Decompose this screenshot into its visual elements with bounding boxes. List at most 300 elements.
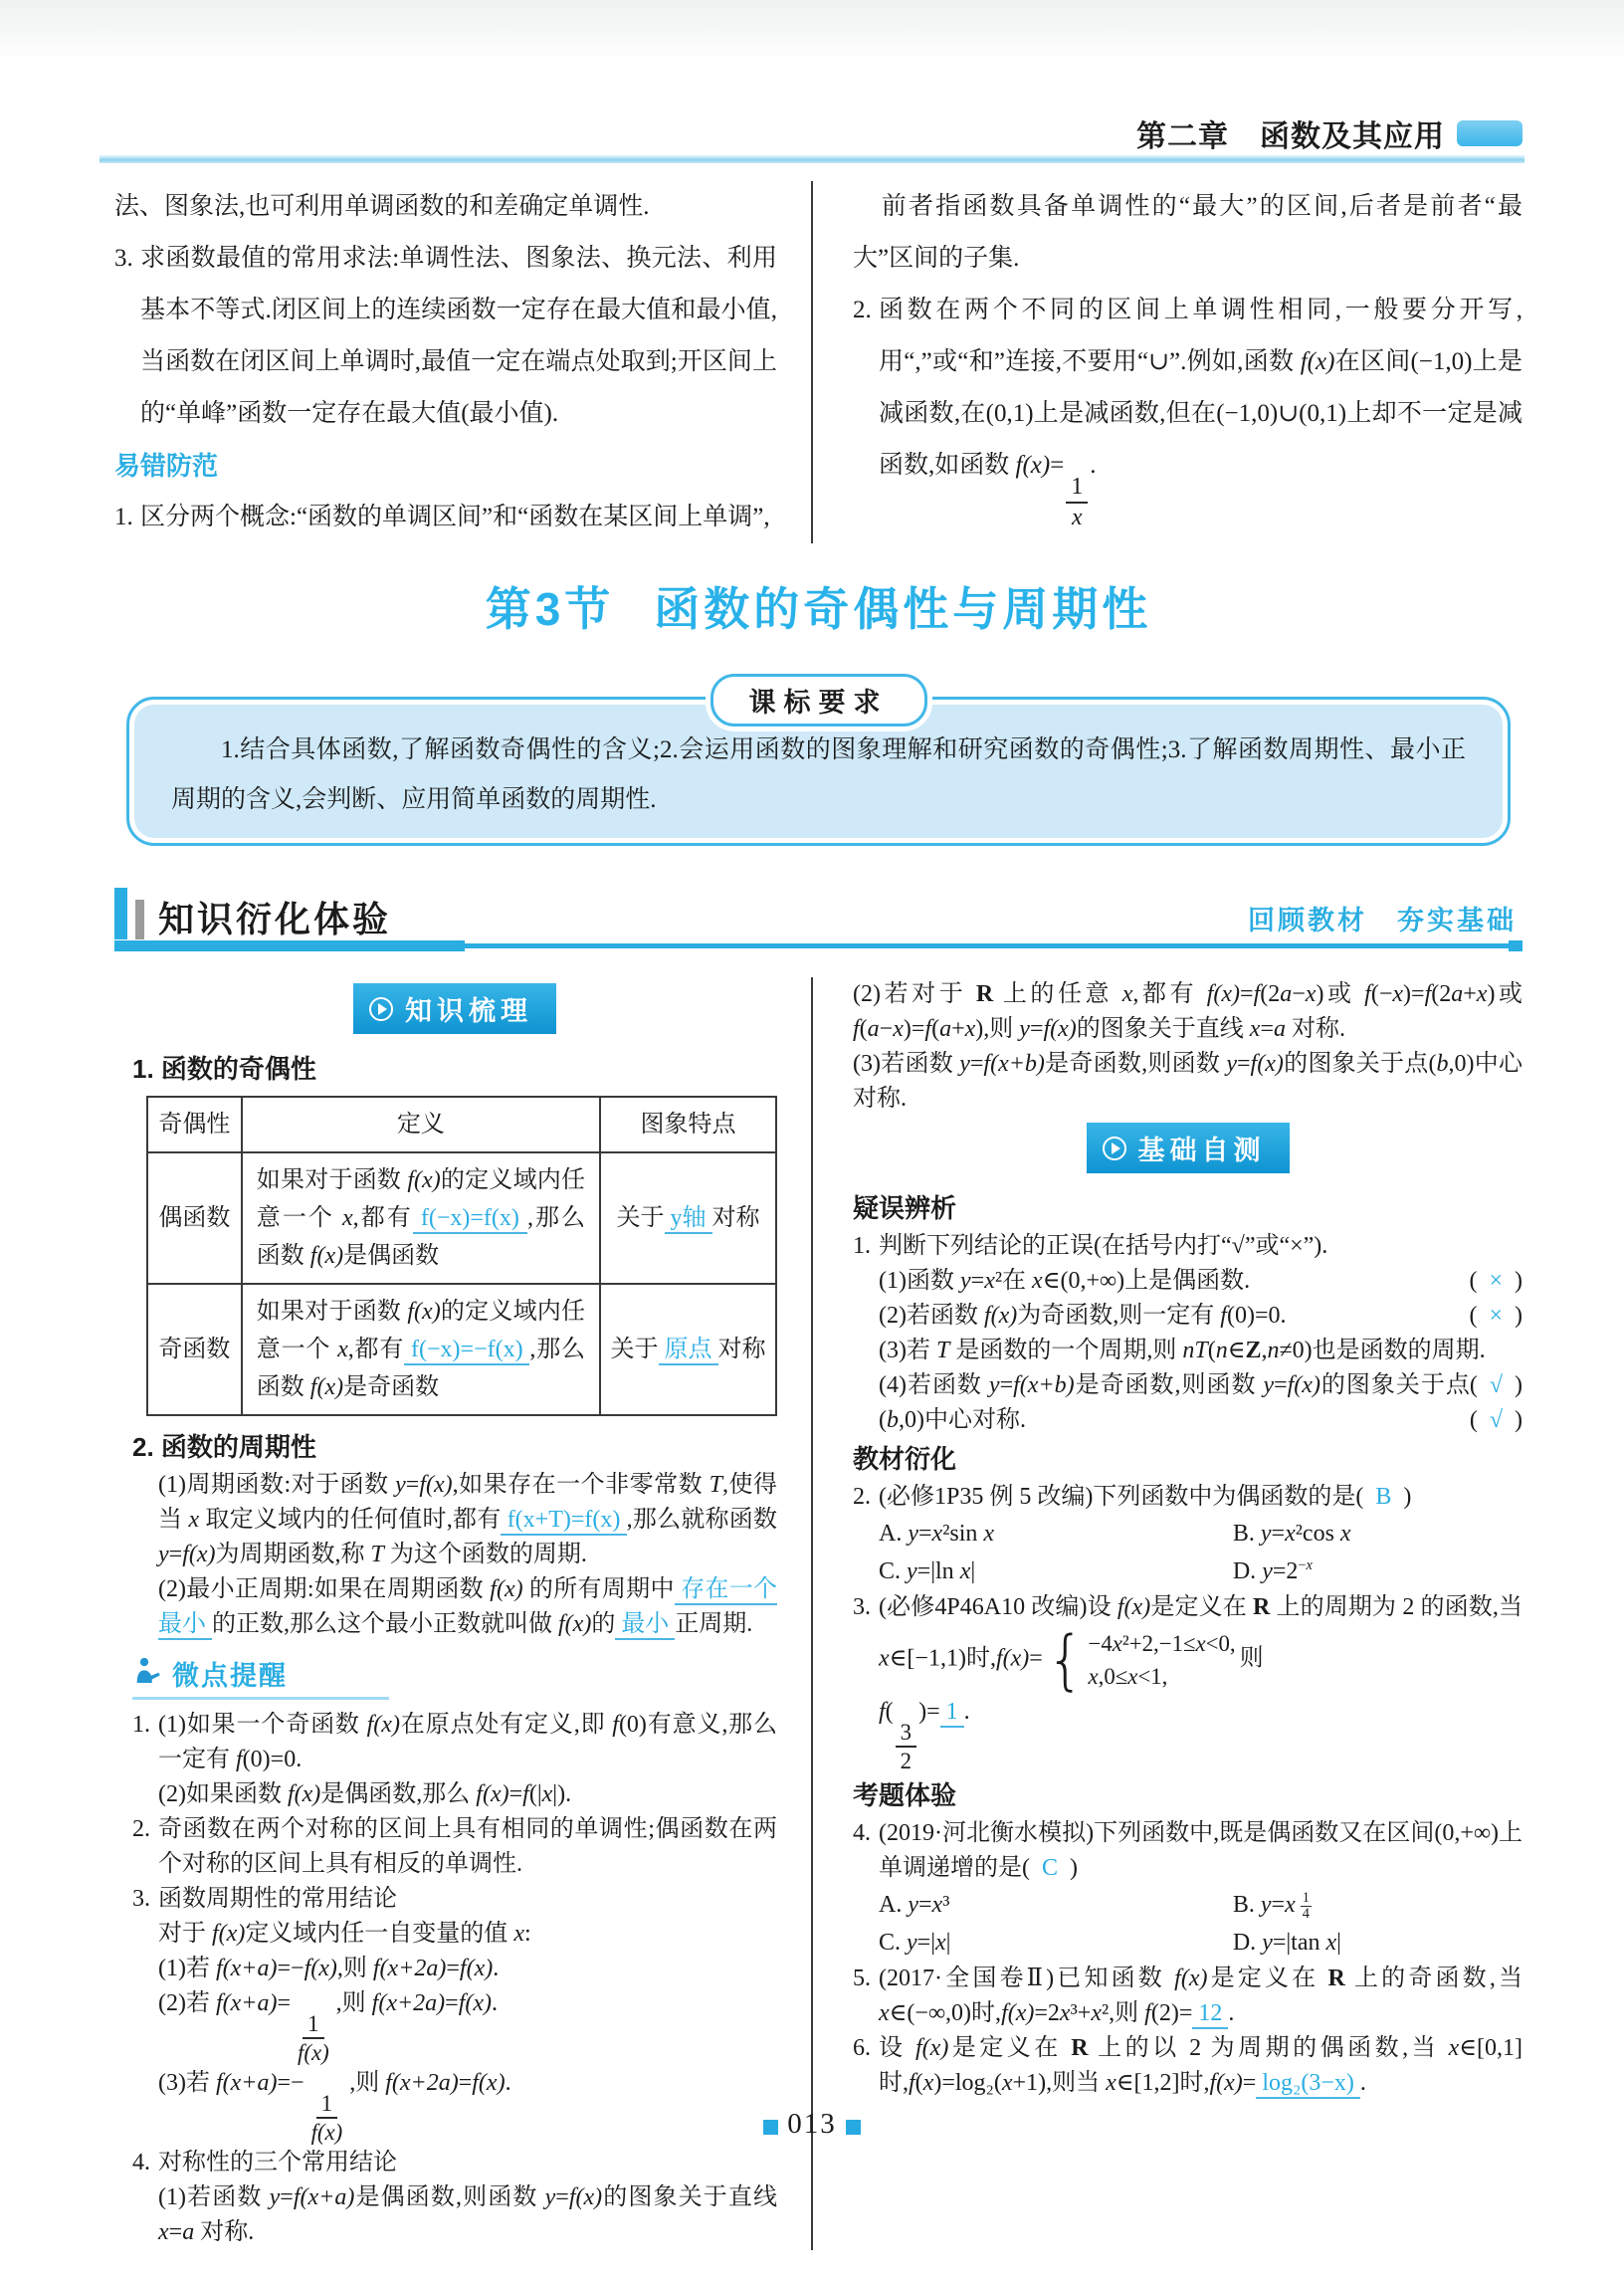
math-expression: f (924, 1016, 932, 1042)
footer-square-left (763, 2120, 778, 2135)
math-expression: f(x) (304, 1956, 337, 1981)
math-expression: f(x) (1174, 1966, 1208, 1992)
math-expression: f(x) (1043, 1016, 1077, 1042)
paragraph (114, 233, 777, 440)
math-expression: x (983, 1521, 995, 1547)
fraction-denominator: 2 (900, 1748, 913, 1773)
person-icon (132, 1655, 164, 1692)
math-expression: x (1448, 2035, 1460, 2062)
math-expression: f (1144, 2000, 1151, 2027)
fraction-numerator: 3 (896, 1719, 916, 1748)
footer-square-right (846, 2120, 861, 2135)
math-expression: x (1392, 981, 1404, 1007)
math-expression: x (1249, 1016, 1261, 1042)
math-expression: f(x) (212, 1921, 246, 1947)
banner-gray-bar (135, 900, 144, 939)
badge-container (132, 983, 777, 1034)
math-bold-set: Z (1245, 1338, 1262, 1363)
left-brace: { (1046, 1621, 1085, 1698)
tip-badge-label: 微点提醒 (172, 1661, 288, 1691)
banner-underline-thin (465, 943, 1509, 948)
math-expression: f(x) (1206, 981, 1241, 1007)
item-number: 6. (853, 2035, 871, 2062)
main-section (114, 977, 1522, 2250)
answer-text: × (1477, 1268, 1515, 1294)
choice-option: A. y=x²sin x (879, 1521, 995, 1547)
math-expression: f(x) (1250, 1051, 1284, 1077)
paragraph-body: 区分两个概念:“函数的单调区间”和“函数在某区间上单调”, (140, 504, 770, 530)
chapter-title: 第二章 函数及其应用 (1136, 120, 1445, 153)
table-header-cell: 奇偶性 (147, 1097, 242, 1152)
math-expression: f (612, 1712, 619, 1738)
definition-cell: 如果对于函数 f(x)的定义域内任意一个 x,都有 f(−x)=−f(x) ,那么函数 f(x)是奇函数 (242, 1284, 600, 1415)
table-header-cell: 定义 (242, 1097, 600, 1152)
math-expression: y (395, 1472, 406, 1498)
math-expression: a (867, 1016, 880, 1042)
math-expression: y (959, 1051, 970, 1077)
math-expression: f(x) (1209, 2070, 1243, 2097)
math-expression: f(x) (983, 1303, 1018, 1329)
math-expression: f(x) (459, 1956, 494, 1981)
math-expression: x (513, 1921, 524, 1947)
paragraph-body: 函数周期性的常用结论 (158, 1886, 397, 1912)
paragraph: (3)若函数 y=f(x+b)是奇函数,则函数 y=f(x)的图象关于点(b,0)中心对称. (853, 1051, 1523, 1112)
paragraph: (2)最小正周期:如果在周期函数 f(x) 的所有周期中 存在一个最小 的正数,那么这个最小正数就叫做 f(x)的 最小 正周期. (132, 1572, 777, 1642)
superscript (1296, 1889, 1317, 1922)
paragraph-body: 函数在两个不同的区间上单调性相同,一般要分开写,用“,”或“和”连接,不要用“∪”.例如,函数 f(x)在区间(−1,0)上是减函数,在(0,1)上是减函数,但在(−1,0)∪(0,1)上却不一定是减函数,如函数 f(x)= $\frac{1}{x}$ . (879, 297, 1523, 530)
math-expression: n (1215, 1338, 1228, 1363)
paragraph (853, 1229, 1522, 1264)
math-expression: f(x+a) (215, 1956, 278, 1981)
item-number: 5. (853, 1966, 871, 1992)
math-expression: x (984, 1268, 995, 1294)
math-expression: x (1071, 504, 1083, 530)
play-triangle (1112, 1142, 1120, 1154)
math-expression: b (887, 1407, 899, 1433)
table-row (147, 1152, 776, 1284)
subsection-heading-accent: 易错防范 (114, 451, 219, 481)
math-expression: f (1220, 1303, 1227, 1329)
answer-blank: 存在一个最小 (158, 1576, 777, 1640)
item-number: 3. (114, 245, 133, 272)
math-expression: f(x+a) (215, 1990, 278, 2016)
math-expression: f(x) (995, 1645, 1030, 1672)
math-expression: y (1019, 1016, 1030, 1042)
math-expression: f(x) (476, 1781, 509, 1807)
math-expression: a (1280, 981, 1293, 1007)
math-expression: f(x) (182, 1542, 216, 1567)
math-bold-set: R (1253, 1594, 1271, 1620)
math-expression: x (1339, 1521, 1351, 1547)
math-expression: x (1325, 1930, 1337, 1957)
math-expression: x (931, 1892, 943, 1919)
paragraph: (2)若函数 f(x)为奇函数,则一定有 f(0)=0. ( × ) (853, 1299, 1522, 1334)
math-expression: y (907, 1558, 917, 1584)
math-expression: x (1032, 1268, 1043, 1294)
text-span: ( (1469, 1407, 1478, 1433)
math-expression: f(x+a) (293, 2184, 355, 2211)
true-false-answer (1470, 1403, 1522, 1438)
section-number: 第3节 (485, 583, 615, 635)
math-expression: T (935, 1338, 950, 1363)
paragraph: (3)若 T 是函数的一个周期,则 nT(n∈Z,n≠0)也是函数的周期. ( √ ) (853, 1334, 1522, 1368)
math-expression: f(x) (309, 1374, 344, 1400)
math-expression: x (931, 1521, 943, 1547)
text-span: ) (1515, 1268, 1522, 1294)
fraction-numerator: 1 (1066, 473, 1088, 504)
table-header-cell: 图象特点 (600, 1097, 776, 1152)
answer-text: √ (1477, 1407, 1515, 1433)
math-expression: x (879, 1645, 890, 1672)
choice-options (853, 1515, 1522, 1590)
math-expression: x (158, 2219, 169, 2246)
math-expression: f(x+2a) (371, 1990, 446, 2016)
definition-cell: 如果对于函数 f(x)的定义域内任意一个 x,都有 f(−x)=f(x) ,那么函数 f(x)是偶函数 (242, 1152, 600, 1284)
answer-blank: 1 (940, 1699, 964, 1728)
math-expression: T (370, 1542, 384, 1567)
subsection-heading: 教材衍化 (853, 1444, 957, 1474)
section-name: 函数的奇偶性与周期性 (654, 583, 1152, 635)
section-badge (353, 983, 556, 1034)
math-expression: f (853, 1016, 860, 1042)
paragraph-body: 奇函数在两个对称的区间上具有相同的单调性;偶函数在两个对称的区间上具有相反的单调性. (158, 1816, 777, 1877)
math-expression: x (1285, 1521, 1296, 1547)
table-header-row (147, 1097, 776, 1152)
true-false-answer (1469, 1299, 1522, 1334)
answer-blank: 原点 (659, 1337, 718, 1365)
paragraph (132, 2146, 777, 2180)
math-expression: f (1364, 981, 1371, 1007)
text-span: ) (1515, 1372, 1522, 1398)
math-bold-set: R (975, 981, 994, 1007)
math-expression: f(x) (1300, 348, 1335, 375)
knowledge-table (146, 1096, 777, 1416)
curriculum-tab: 课标要求 (710, 674, 927, 726)
math-expression: x (922, 2070, 934, 2097)
main-right-column (811, 977, 1522, 2250)
paragraph: (1)周期函数:对于函数 y=f(x),如果存在一个非零常数 T,使得当 x 取定义域内的任何值时,都有 f(x+T)=f(x) ,那么就称函数 y=f(x)为周期函数,称 T 为这个函数的周期. (158, 1472, 778, 1567)
paragraph (853, 2031, 1522, 2101)
banner-underline-cap (1509, 940, 1522, 951)
math-expression: f (236, 1747, 243, 1772)
math-expression: f (522, 1781, 529, 1807)
banner-subtitle: 回顾教材 夯实基础 (1248, 906, 1517, 935)
math-expression: y (269, 2184, 281, 2211)
paragraph: f( $\frac{3}{2}$ )= 1 . (879, 1699, 970, 1773)
math-expression: y (158, 1542, 169, 1567)
math-expression: f(x) (1015, 452, 1051, 479)
math-expression: y (907, 1930, 917, 1957)
page-number: 013 (787, 2108, 837, 2140)
case-line: x,0≤x<1, (1088, 1664, 1168, 1690)
math-expression: x (935, 1930, 946, 1957)
paragraph: 对于 f(x)定义域内任一自变量的值 x: (158, 1921, 531, 1947)
answer-blank: y轴 (665, 1205, 712, 1234)
math-expression: f (879, 1699, 886, 1726)
paragraph-body: (2017·全国卷Ⅱ)已知函数 f(x)是定义在 R 上的奇函数,当 x∈(−∞,0)时,f(x)=2x³+x²,则 f(2)= 12 . (879, 1962, 1522, 2031)
true-false-answer (1469, 1264, 1522, 1299)
paragraph: (2)若 f(x+a)= $\frac{1}{f(x)}$ ,则 f(x+2a)=f(x). (158, 1990, 499, 2065)
choice-option: D. y=|tan x| (1232, 1930, 1341, 1957)
paragraph-body: (2019·河北衡水模拟)下列函数中,既是偶函数又在区间(0,+∞)上单调递增的是( C ) (879, 1820, 1522, 1882)
graph-feature-cell: 关于 原点 对称 (600, 1284, 776, 1415)
item-number: 1. (114, 504, 133, 530)
math-expression: x (1195, 1631, 1206, 1656)
answer-text: B (1363, 1484, 1404, 1510)
paragraph-body: (必修1P35 例 5 改编)下列函数中为偶函数的是( B ) (879, 1484, 1412, 1510)
paragraph: (2)如果函数 f(x)是偶函数,那么 f(x)=f(|x|). (158, 1781, 572, 1807)
item-number: 3. (853, 1594, 871, 1620)
paragraph (853, 1480, 1522, 1515)
math-expression: f(x+b) (983, 1051, 1045, 1077)
superscript: −x (1298, 1557, 1313, 1573)
math-expression: y (1262, 1930, 1273, 1957)
math-expression: x (1112, 1631, 1122, 1656)
item-number: 2. (853, 1484, 871, 1510)
choice-option: B. y=x²cos x (1232, 1521, 1351, 1547)
curriculum-requirements-box (126, 688, 1511, 846)
paragraph (853, 285, 1522, 531)
math-expression: y (544, 2184, 556, 2211)
answer-blank: f(−x)=f(x) (413, 1205, 527, 1234)
math-expression: x (1306, 1557, 1313, 1573)
play-triangle (378, 1003, 387, 1015)
math-expression: f(x) (310, 2120, 343, 2146)
math-expression: nT (1182, 1338, 1208, 1363)
badge-label: 基础自测 (1137, 1136, 1266, 1165)
paragraph (132, 1882, 777, 1917)
math-expression: x (1091, 2000, 1102, 2027)
math-expression: f(x) (1287, 1372, 1320, 1398)
math-expression: x (1476, 981, 1488, 1007)
math-bold-set: R (1071, 2035, 1089, 2062)
main-left-column (114, 977, 811, 2250)
math-expression: x (1305, 981, 1317, 1007)
text-span: ( (1469, 1268, 1478, 1294)
banner-cyan-bar (114, 888, 127, 939)
math-expression: f(x+b) (1013, 1372, 1075, 1398)
math-expression: f(x) (915, 2035, 949, 2062)
banner-underline-thick (114, 940, 465, 951)
fraction-denominator: 4 (1302, 1905, 1310, 1922)
math-expression: f(x) (1001, 2000, 1035, 2027)
math-expression: f(x) (558, 1611, 592, 1637)
math-expression: y (988, 1372, 1000, 1398)
fraction-denominator (293, 2039, 334, 2066)
item-number: 4. (853, 1820, 871, 1847)
math-expression: f(x) (458, 1990, 493, 2016)
math-expression: f(x) (568, 2184, 603, 2211)
fraction (293, 2010, 334, 2067)
math-expression: f(x) (407, 1167, 441, 1193)
answer-blank: f(x+T)=f(x) (501, 1507, 626, 1536)
section-title (114, 573, 1522, 639)
subsection-heading: 2. 函数的周期性 (132, 1432, 316, 1462)
cases-lines (1089, 1627, 1236, 1693)
paragraph (853, 1962, 1522, 2031)
math-expression: f(x+a) (215, 2070, 278, 2097)
table-row (147, 1284, 776, 1415)
math-expression: x (1127, 1664, 1138, 1690)
item-number: 1. (853, 1233, 871, 1259)
paragraph: (4)若函数 y=f(x+b)是奇函数,则函数 y=f(x)的图象关于点(b,0)中心对称. ( √ ) (853, 1368, 1522, 1438)
paragraph: (1)函数 y=x²在 x∈(0,+∞)上是偶函数. ( × ) (853, 1264, 1522, 1299)
case-line: −4x²+2,−1≤x<0, (1088, 1631, 1236, 1656)
math-expression: x (893, 1016, 904, 1042)
text-span: ) (1515, 1407, 1522, 1433)
piecewise-function (1046, 1621, 1236, 1698)
intro-right-column (811, 181, 1522, 543)
math-expression: y (1263, 1372, 1275, 1398)
choice-options (853, 1886, 1522, 1962)
play-icon (369, 997, 393, 1021)
math-expression: a (1274, 1016, 1286, 1042)
math-expression: x (1285, 1892, 1296, 1919)
math-expression: x (1121, 981, 1133, 1007)
tip-badge (132, 1654, 389, 1700)
math-expression: x (337, 1337, 348, 1362)
math-expression: f(x) (298, 2039, 329, 2065)
curriculum-body: 1.结合具体函数,了解函数奇偶性的含义;2.会运用函数的图象理解和研究函数的奇偶性;3.了解函数周期性、最小正周期的含义,会判断、应用简单函数的周期性. (171, 736, 1466, 813)
section-badge (1087, 1123, 1290, 1173)
math-expression: f(x) (366, 1712, 400, 1738)
math-expression: x (1001, 2070, 1013, 2097)
subsection-heading: 疑误辨析 (853, 1193, 957, 1223)
answer-text: √ (1477, 1372, 1515, 1398)
math-expression: y (1260, 1521, 1272, 1547)
paragraph: (3)若 f(x+a)=− $\frac{1}{f(x)}$ ,则 f(x+2a)=f(x). (158, 2070, 511, 2146)
item-number: 4. (132, 2150, 150, 2176)
paragraph-body: 对称性的三个常用结论 (158, 2150, 397, 2176)
choice-option: A. y=x³ (879, 1892, 950, 1919)
paragraph: 法、图象法,也可利用单调函数的和差确定单调性. (114, 193, 650, 220)
choice-option: B. y=x $^{\frac{1}{4}}$ (1233, 1886, 1522, 1924)
intro-section (114, 181, 1522, 543)
item-number: 2. (853, 297, 872, 323)
paragraph: (1)若函数 y=f(x+a)是偶函数,则函数 y=f(x)的图象关于直线 x=a 对称. (158, 2184, 778, 2246)
math-expression: y (908, 1521, 918, 1547)
paragraph-body: 求函数最值的常用求法:单调性法、图象法、换元法、利用基本不等式.闭区间上的连续函数一定存在最大值和最小值,当函数在闭区间上单调时,最值一定在端点处取到;开区间上的“单峰”函数一定存在最大值(最小值). (140, 245, 777, 427)
choice-option: C. y=|x| (879, 1930, 951, 1957)
paragraph: (2)若对于 R 上的任意 x,都有 f(x)=f(2a−x)或 f(−x)=f(2a+x)或 f(a−x)=f(a+x),则 y=f(x)的图象关于直线 x=a 对称. (853, 981, 1523, 1042)
paragraph-body: 设 f(x)是定义在 R 上的以 2 为周期的偶函数,当 x∈[0,1]时,f(x)=log₂(x+1),则当 x∈[1,2]时,f(x)= log₂(3−x) . (879, 2031, 1522, 2101)
math-expression: a (939, 1016, 952, 1042)
knowledge-banner (114, 886, 1522, 951)
paragraph: (1)若 f(x+a)=−f(x),则 f(x+2a)=f(x). (158, 1956, 500, 1981)
math-expression: f(x) (309, 1243, 344, 1269)
paragraph: 前者指函数具备单调性的“最大”的区间,后者是前者“最大”区间的子集. (853, 193, 1522, 272)
fraction (896, 1719, 916, 1775)
math-expression: f (1253, 981, 1261, 1007)
graph-feature-cell: 关于 y轴 对称 (600, 1152, 776, 1284)
answer-blank: log₂(3−x) (1256, 2070, 1360, 2099)
answer-blank: 最小 (615, 1611, 675, 1640)
math-expression: f(x+2a) (372, 1956, 447, 1981)
answer-blank: f(−x)=−f(x) (404, 1337, 529, 1365)
banner-title: 知识衍化体验 (158, 899, 392, 939)
math-expression: y (1226, 1051, 1237, 1077)
math-expression: f(x) (287, 1781, 321, 1807)
math-expression: x (1088, 1664, 1099, 1690)
math-expression: b (1436, 1051, 1449, 1077)
math-expression: x (541, 1781, 553, 1807)
math-expression: f(x) (419, 1472, 453, 1498)
subsection-heading: 1. 函数的奇偶性 (132, 1054, 316, 1084)
paragraph (853, 1590, 1523, 1698)
math-expression: x (959, 1558, 971, 1584)
math-expression: f(x) (490, 1576, 523, 1602)
math-expression: f(x) (1116, 1594, 1151, 1620)
paragraph-body: (必修4P46A10 改编)设 f(x)是定义在 R 上的周期为 2 的函数,当 x∈[−1,1)时,f(x)= { −4x²+2,−1≤x<0, x,0≤x<1, 则 (879, 1594, 1523, 1698)
text-span: ) (1515, 1303, 1522, 1329)
item-number: 3. (132, 1886, 150, 1912)
math-expression: n (1267, 1338, 1280, 1363)
intro-left-column (114, 181, 811, 543)
math-expression: y (1260, 1892, 1272, 1919)
fraction (1066, 473, 1088, 531)
paragraph (114, 492, 777, 543)
answer-text: C (1030, 1855, 1071, 1882)
math-expression: x (1059, 2000, 1071, 2027)
math-expression: f(x) (472, 2070, 506, 2097)
true-false-answer (1470, 1368, 1522, 1403)
math-expression: a (182, 2219, 195, 2246)
page-content (114, 0, 1522, 2250)
choice-option: D. $y=2^{-x}$ (1232, 1557, 1313, 1584)
math-expression: x (964, 1016, 976, 1042)
math-expression: y (959, 1268, 971, 1294)
text-span: ( (1469, 1372, 1478, 1398)
fraction-denominator (1067, 504, 1088, 532)
text-span: ( (1469, 1303, 1478, 1329)
answer-text: × (1477, 1303, 1515, 1329)
math-expression: f(x+2a) (385, 2070, 459, 2097)
fraction (1298, 1891, 1315, 1922)
item-number: 1. (132, 1712, 150, 1738)
badge-container (853, 1123, 1522, 1173)
banner-left (114, 888, 395, 939)
paragraph-body: (1)如果一个奇函数 f(x)在原点处有定义,即 f(0)有意义,那么一定有 f(0)=0. (158, 1712, 778, 1772)
math-expression: f (1424, 981, 1432, 1007)
fraction-numerator: 1 (316, 2090, 337, 2119)
page-footer (0, 2108, 1624, 2141)
answer-blank: 12 (1192, 2000, 1228, 2029)
fraction-numerator: 1 (1302, 1889, 1310, 1906)
math-expression: x (342, 1205, 353, 1231)
play-icon (1103, 1137, 1126, 1160)
paragraph-body: 判断下列结论的正误(在括号内打“√”或“×”). (879, 1233, 1328, 1259)
math-expression: T (709, 1472, 722, 1498)
item-number: 2. (132, 1816, 150, 1842)
math-expression: x (1106, 2070, 1116, 2097)
fraction-numerator: 1 (303, 2010, 323, 2039)
paragraph (132, 1812, 777, 1882)
choice-option: C. y=|ln x| (879, 1558, 976, 1584)
math-expression: a (1451, 981, 1464, 1007)
math-expression: f(x) (407, 1299, 441, 1325)
math-expression: f (909, 2070, 915, 2097)
math-expression: y (908, 1892, 918, 1919)
math-bold-set: R (1327, 1966, 1345, 1992)
math-expression: y (1262, 1558, 1273, 1584)
row-label-cell: 奇函数 (147, 1284, 242, 1415)
math-expression: x (188, 1507, 200, 1533)
subsection-heading: 考题体验 (853, 1780, 957, 1811)
math-expression: x (879, 2000, 890, 2027)
badge-label: 知识梳理 (405, 996, 532, 1026)
paragraph (132, 1708, 777, 1777)
paragraph (853, 1816, 1522, 1886)
